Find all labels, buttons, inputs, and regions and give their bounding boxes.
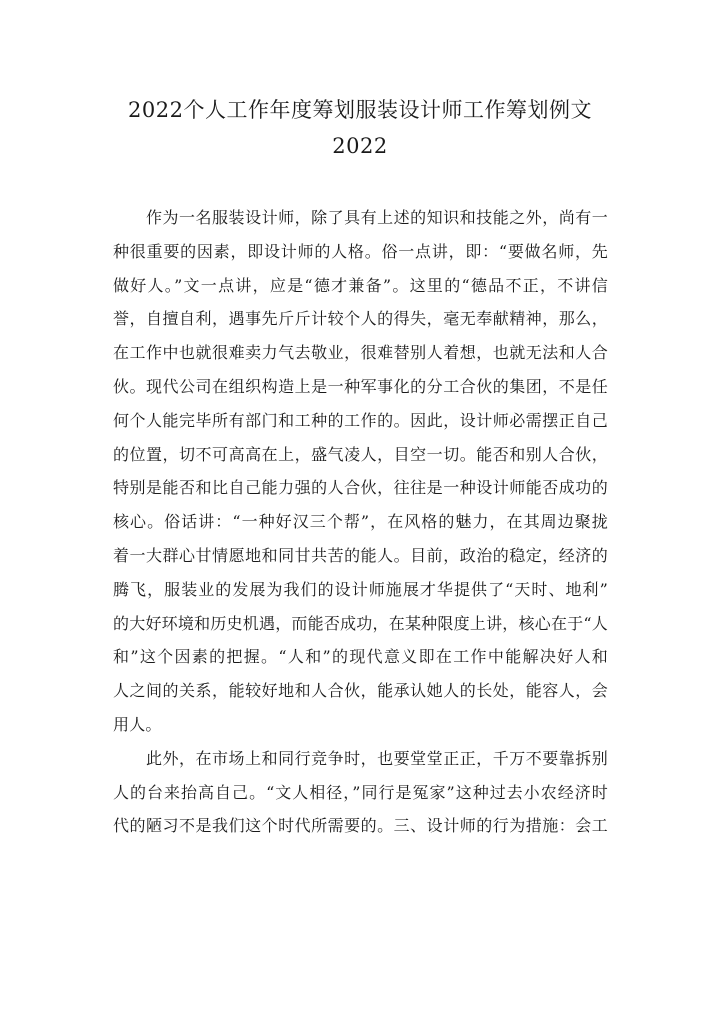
paragraph-line: 着一大群心甘情愿地和同甘共苦的能人。目前，政治的稳定，经济的 (113, 545, 608, 565)
paragraph-line: 何个人能完毕所有部门和工种的工作的。因此，设计师必需摆正自己 (113, 410, 608, 430)
paragraph-line: 腾飞，服装业的发展为我们的设计师施展才华提供了“天时、地利” (113, 579, 608, 599)
paragraph-2 (113, 742, 608, 843)
document-body (113, 201, 608, 843)
paragraph-1 (113, 201, 608, 742)
paragraph-line: 誉，自擅自利，遇事先斤斤计较个人的得失，毫无奉献精神，那么， (113, 309, 608, 329)
paragraph-line: 人的台来抬高自己。“文人相径，”同行是冤家”这种过去小农经济时 (113, 782, 608, 802)
paragraph-line: 做好人。”文一点讲，应是“德才兼备”。这里的“德品不正，不讲信 (113, 275, 608, 295)
paragraph-line: 核心。俗话讲：“一种好汉三个帮”，在风格的魅力，在其周边聚拢 (113, 512, 608, 532)
paragraph-line: 此外，在市场上和同行竞争时，也要堂堂正正，千万不要靠拆别 (146, 748, 608, 768)
paragraph-line: 的位置，切不可高高在上，盛气凌人，目空一切。能否和别人合伙， (113, 444, 608, 464)
paragraph-line: 特别是能否和比自己能力强的人合伙，往往是一种设计师能否成功的 (113, 478, 608, 498)
paragraph-line: 在工作中也就很难卖力气去敬业，很难替别人着想，也就无法和人合 (113, 343, 608, 363)
paragraph-line: 和”这个因素的把握。“人和”的现代意义即在工作中能解决好人和 (113, 647, 608, 667)
paragraph-line: 用人。 (113, 714, 162, 734)
paragraph-line: 人之间的关系，能较好地和人合伙，能承认她人的长处，能容人，会 (113, 681, 608, 701)
paragraph-line: 伙。现代公司在组织构造上是一种军事化的分工合伙的集团，不是任 (113, 376, 608, 396)
paragraph-line: 代的陋习不是我们这个时代所需要的。三、设计师的行为措施：会工 (113, 816, 608, 836)
paragraph-line: 作为一名服装设计师，除了具有上述的知识和技能之外，尚有一 (146, 208, 608, 227)
paragraph-line: 的大好环境和历史机遇，而能否成功，在某种限度上讲，核心在于“人 (113, 613, 608, 633)
paragraph-line: 种很重要的因素，即设计师的人格。俗一点讲，即：“要做名师，先 (113, 241, 608, 261)
document-title-line-2: 2022 (332, 134, 388, 158)
document-title-line-1: 2022个人工作年度筹划服装设计师工作筹划例文 (128, 98, 592, 122)
